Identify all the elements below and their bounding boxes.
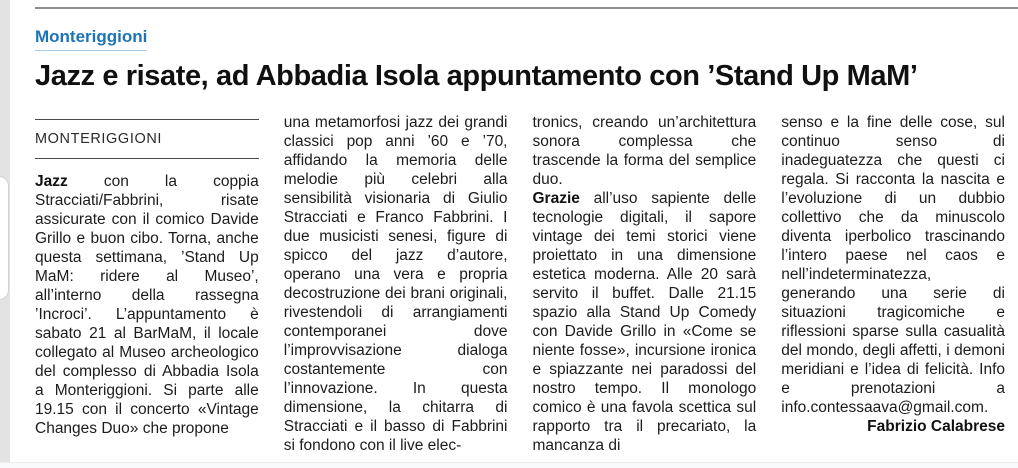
headline: Jazz e risate, ad Abbadia Isola appuntamento con ’Stand Up MaM’ xyxy=(35,60,918,92)
paragraph: Jazz con la coppia Stracciati/Fabbrini, risate assicurate con il comico Davide Grillo e buon cibo. Torna, anche questa settimana, ’Stand Up MaM: ridere al Museo’, all’interno della rassegna ’Incroci’. L’appuntamento è sabato 21 al BarMaM, il locale collegato al Museo archeologico del complesso di Abbadia Isola a Monteriggioni. Si parte alle 19.15 con il concerto «Vintage Changes Duo» che propone xyxy=(35,173,259,437)
column-text xyxy=(284,113,508,455)
column-text xyxy=(35,172,259,438)
paragraph: tronics, creando un’architettura sonora complessa che trascende la forma del semplice duo. xyxy=(532,114,757,188)
adjacent-card-rail xyxy=(0,0,10,462)
article-column-3 xyxy=(533,113,757,455)
article-column-1 xyxy=(35,113,259,455)
article-body xyxy=(35,113,1005,455)
column-text xyxy=(781,113,1005,417)
section-label: MONTERIGGIONI xyxy=(35,131,163,147)
paragraph: una metamorfosi jazz dei grandi classici pop anni ’60 e ’70, affidando la memoria delle melodie più celebri alla sensibilità visionaria di Giulio Stracciati e Franco Fabbrini. I due musicisti senesi, figure di spicco del jazz d’autore, operano una vera e propria decostruzione dei brani originali, rivestendoli di arrangiamenti contemporanei dove l’improvvisazione dialoga costantemente con l’innovazione. In questa dimensione, la chitarra di Stracciati e il basso di Fabbrini si fondono con il live elec- xyxy=(283,114,508,454)
column-text xyxy=(533,113,757,455)
byline: Fabrizio Calabrese xyxy=(867,418,1005,435)
paragraph: Grazie all’uso sapiente delle tecnologie digitali, il sapore vintage dei temi storici viene proiettato in una dimensione estetica moderna. Alle 20 sarà servito il buffet. Dalle 21.15 spazio alla Stand Up Comedy con Davide Grillo in «Come se niente fosse», incursione ironica e spiazzante nei paradossi del nostro tempo. Il monologo comico è una favola scettica sul rapporto tra il precariato, la mancanza di xyxy=(532,190,757,454)
article-column-2 xyxy=(284,113,508,455)
adjacent-card-edge xyxy=(0,176,9,300)
section-label-block xyxy=(35,119,259,159)
kicker-link[interactable]: Monteriggioni xyxy=(35,27,147,51)
paragraph: senso e la fine delle cose, sul continuo senso di inadeguatezza che questi ci regala. Si racconta la nascita e l’evoluzione di un dubbio collettivo che da minuscolo diventa iperbolico trascinando l’intero paese nel caos e nell’indeterminatezza, generando una serie di situazioni tragicomiche e riflessioni sparse sulla casualità del mondo, degli affetti, i demoni meridiani e l’idea di felicità. Info e prenotazioni a info.contessaava@gmail.com. xyxy=(781,114,1005,416)
article-column-4 xyxy=(781,113,1005,455)
article-content xyxy=(35,0,1018,455)
bottom-strip xyxy=(0,462,1018,468)
